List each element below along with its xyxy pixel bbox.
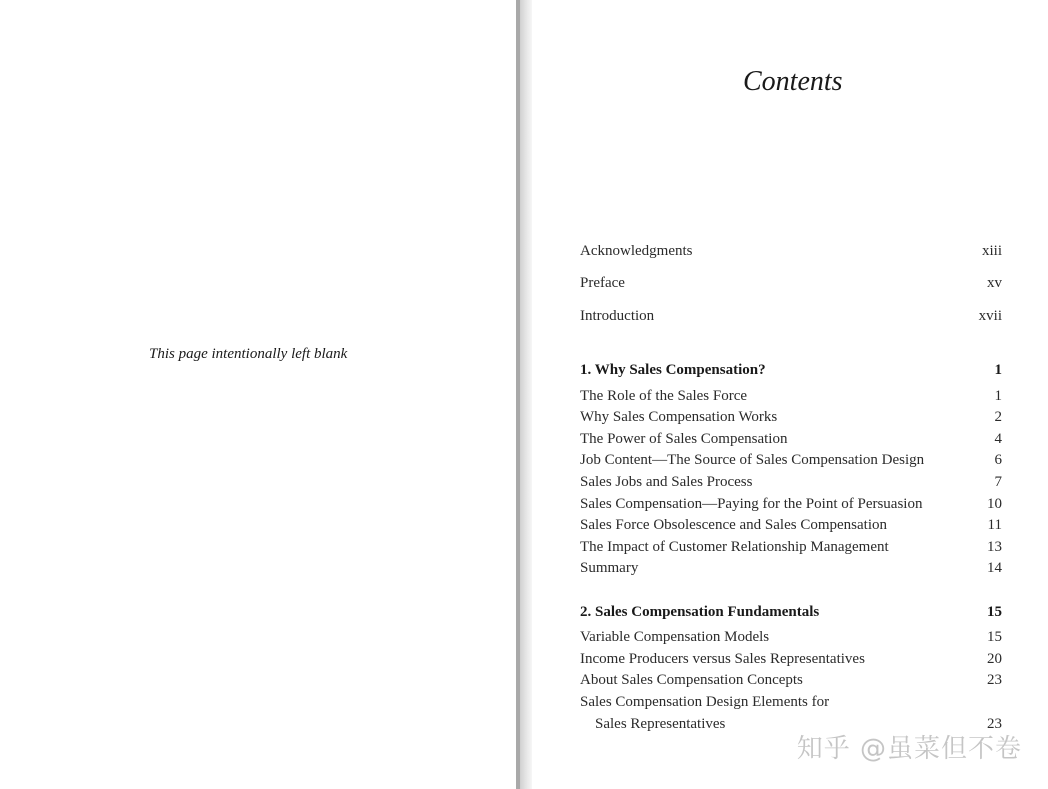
chapter-title: 1. Why Sales Compensation? bbox=[580, 362, 766, 378]
section-title: The Power of Sales Compensation bbox=[580, 431, 788, 447]
section-page: 23 bbox=[987, 672, 1002, 688]
toc-entry-page: xvii bbox=[978, 308, 1002, 324]
toc-entry[interactable] bbox=[580, 308, 1002, 330]
section-title: Sales Compensation—Paying for the Point of Persuasion bbox=[580, 496, 923, 512]
site-watermark: 知乎 @虽菜但不卷 bbox=[796, 734, 1022, 764]
toc-entry-title: Introduction bbox=[580, 308, 655, 324]
contents-title: Contents bbox=[743, 66, 843, 97]
section-page: 2 bbox=[994, 409, 1002, 425]
section-page: 10 bbox=[987, 496, 1002, 512]
chapter-title: 2. Sales Compensation Fundamentals bbox=[580, 604, 820, 620]
section-page: 23 bbox=[987, 716, 1002, 732]
section-title: Sales Force Obsolescence and Sales Compensation bbox=[580, 517, 888, 533]
toc-section[interactable] bbox=[580, 409, 1002, 431]
chapter-page: 1 bbox=[994, 362, 1002, 378]
section-title: Why Sales Compensation Works bbox=[580, 409, 778, 425]
toc-entry[interactable] bbox=[580, 275, 1002, 297]
section-title: Income Producers versus Sales Representatives bbox=[580, 651, 865, 667]
toc-section[interactable] bbox=[580, 496, 1002, 518]
toc-entry[interactable] bbox=[580, 243, 1002, 265]
toc-entry-page: xiii bbox=[981, 243, 1002, 259]
section-page: 4 bbox=[994, 431, 1002, 447]
section-page: 14 bbox=[987, 560, 1002, 576]
section-title: About Sales Compensation Concepts bbox=[580, 672, 803, 688]
toc-section[interactable] bbox=[580, 517, 1002, 539]
chapter-page: 15 bbox=[987, 604, 1002, 620]
toc-section[interactable] bbox=[580, 560, 1002, 582]
toc-section[interactable] bbox=[580, 651, 1002, 673]
toc-entry-title: Preface bbox=[580, 275, 625, 291]
section-page: 1 bbox=[994, 388, 1002, 404]
blank-page-note: This page intentionally left blank bbox=[149, 346, 348, 362]
section-page: 7 bbox=[994, 474, 1002, 490]
section-page: 13 bbox=[987, 539, 1002, 555]
section-title: Sales Representatives bbox=[595, 716, 726, 732]
right-page bbox=[532, 0, 1048, 789]
toc-section[interactable] bbox=[580, 694, 1002, 716]
toc-section[interactable] bbox=[580, 452, 1002, 474]
section-title: Sales Compensation Design Elements for bbox=[580, 694, 830, 710]
section-page: 15 bbox=[987, 629, 1002, 645]
section-page: 11 bbox=[987, 517, 1002, 533]
toc-section[interactable] bbox=[580, 539, 1002, 561]
toc-section[interactable] bbox=[580, 629, 1002, 651]
toc-entry-page: xv bbox=[987, 275, 1002, 291]
toc-section[interactable] bbox=[580, 431, 1002, 453]
chapter-heading-2[interactable] bbox=[580, 604, 1002, 626]
toc-section[interactable] bbox=[580, 388, 1002, 410]
section-title: Job Content—The Source of Sales Compensation Design bbox=[580, 452, 925, 468]
section-title: Variable Compensation Models bbox=[580, 629, 770, 645]
toc-section[interactable] bbox=[580, 474, 1002, 496]
book-gutter bbox=[516, 0, 532, 789]
chapter-heading-1[interactable] bbox=[580, 362, 1002, 384]
section-title: Summary bbox=[580, 560, 639, 576]
section-title: The Role of the Sales Force bbox=[580, 388, 748, 404]
toc-section[interactable] bbox=[580, 672, 1002, 694]
left-page bbox=[0, 0, 516, 789]
section-title: The Impact of Customer Relationship Management bbox=[580, 539, 889, 555]
section-page: 6 bbox=[994, 452, 1002, 468]
section-title: Sales Jobs and Sales Process bbox=[580, 474, 753, 490]
toc-entry-title: Acknowledgments bbox=[580, 243, 693, 259]
section-page: 20 bbox=[987, 651, 1002, 667]
